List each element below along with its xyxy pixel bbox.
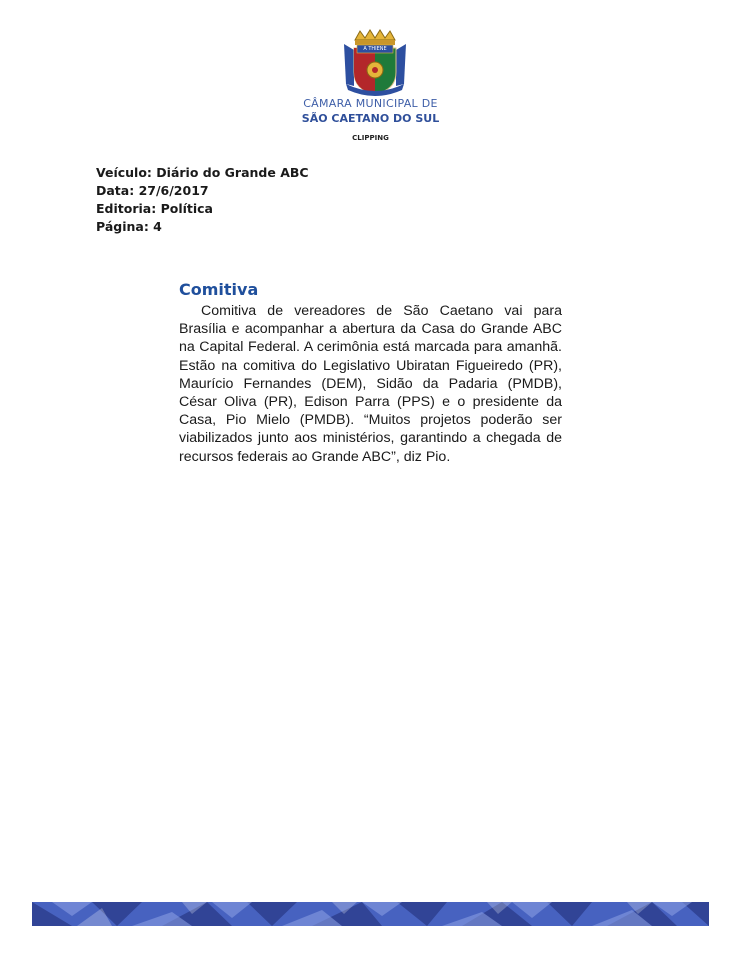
org-name-line1: CÂMARA MUNICIPAL DE bbox=[303, 97, 438, 110]
footer-decorative-band bbox=[32, 902, 709, 926]
clipping-metadata bbox=[96, 164, 309, 236]
crest-banner-text: A THIENE bbox=[363, 46, 387, 52]
news-article bbox=[176, 280, 562, 466]
article-body: Comitiva de vereadores de São Caetano vai para Brasília e acompanhar a abertura da Casa do Grande ABC na Capital Federal. A cerimônia está marcada para amanhã. Estão na comitiva do Legislativo Ubiratan Figueiredo (PR), Maurício Fernandes (DEM), Sidão da Padaria (PMDB), César Oliva (PR), Edison Parra (PPS) e o presidente da Casa, Pio Mielo (PMDB). “Muitos projetos poderão ser viabilizados junto aos ministérios, garantindo a chegada de recursos federais ao Grande ABC”, diz Pio. bbox=[179, 303, 562, 465]
org-name-line2: SÃO CAETANO DO SUL bbox=[301, 112, 440, 125]
municipal-coat-of-arms-icon bbox=[340, 28, 410, 96]
geometric-triangle-band bbox=[32, 902, 709, 926]
veiculo-line: Veículo: Diário do Grande ABC bbox=[96, 165, 309, 180]
editoria-line: Editoria: Política bbox=[96, 201, 213, 216]
article-title: Comitiva bbox=[179, 280, 259, 299]
section-label: CLIPPING bbox=[352, 134, 389, 142]
data-line: Data: 27/6/2017 bbox=[96, 183, 209, 198]
pagina-line: Página: 4 bbox=[96, 219, 162, 234]
page-header bbox=[0, 0, 741, 150]
